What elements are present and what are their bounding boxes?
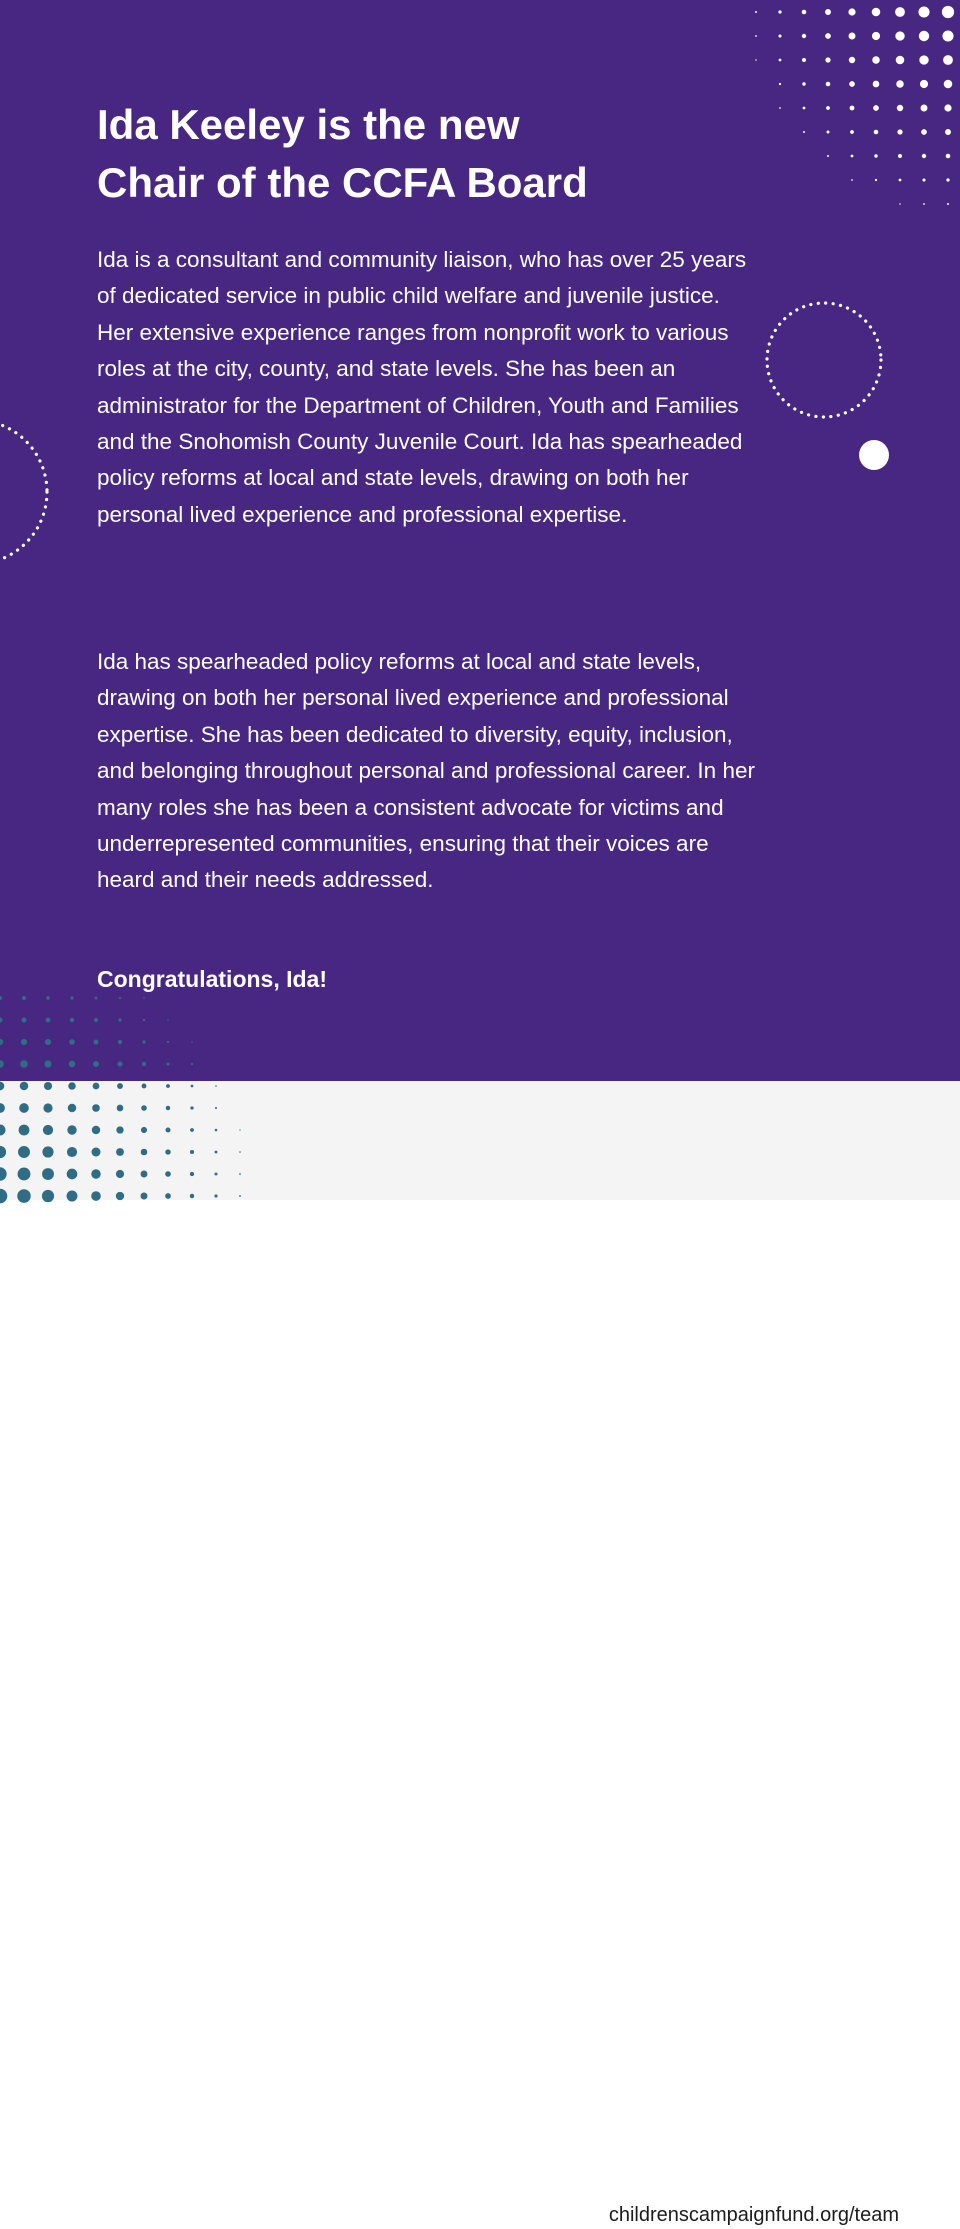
halftone-dot [116, 1192, 124, 1200]
halftone-dot [872, 32, 880, 40]
closing-congratulations: Congratulations, Ida! [97, 966, 327, 992]
halftone-dot [922, 154, 926, 158]
halftone-dot [779, 83, 781, 85]
halftone-dot [19, 1125, 30, 1136]
halftone-dot [92, 1148, 101, 1157]
halftone-dot [779, 59, 782, 62]
halftone-dot [44, 1082, 52, 1090]
halftone-dot [70, 996, 73, 999]
halftone-dot [897, 105, 903, 111]
halftone-dot [943, 55, 953, 65]
halftone-dot [922, 178, 925, 181]
halftone-dot [850, 130, 854, 134]
halftone-dot [755, 59, 757, 61]
footer-bar [0, 1081, 960, 2226]
halftone-dot [116, 1148, 124, 1156]
halftone-dot [116, 1170, 124, 1178]
halftone-dot [921, 129, 927, 135]
halftone-dot [851, 179, 853, 181]
halftone-dot [19, 1103, 29, 1113]
halftone-dot [826, 106, 830, 110]
halftone-dot [190, 1172, 194, 1176]
halftone-dot [142, 1040, 145, 1043]
dotted-arc-decoration [0, 420, 47, 564]
halftone-dot [191, 1041, 192, 1042]
halftone-dot [92, 1104, 100, 1112]
halftone-dot [68, 1104, 77, 1113]
halftone-dot [850, 106, 855, 111]
halftone-dot [825, 57, 830, 62]
halftone-dot [875, 179, 877, 181]
halftone-dot [118, 1040, 122, 1044]
halftone-dot [18, 1146, 30, 1158]
halftone-dot [239, 1173, 241, 1175]
halftone-dot [214, 1172, 217, 1175]
halftone-dot [20, 1060, 27, 1067]
halftone-dot [68, 1082, 76, 1090]
halftone-dot [141, 1105, 147, 1111]
bio-paragraph-2: Ida has spearheaded policy reforms at local and state levels, drawing on both her personal lived experience and professional expertise. She has been dedicated to diversity, equity, inclusion, and belonging throughout personal and professional career. In her many roles she has been a consistent advocate for victims and underrepresented communities, ensuring that their voices are heard and their needs addressed. [97, 649, 755, 893]
halftone-dot [43, 1125, 53, 1135]
halftone-dot [874, 130, 879, 135]
halftone-dot [118, 1062, 123, 1067]
title-line-2: Chair of the CCFA Board [97, 159, 588, 206]
halftone-dot [45, 1039, 51, 1045]
halftone-dot [947, 203, 949, 205]
halftone-dot [116, 1126, 123, 1133]
halftone-dot [825, 33, 831, 39]
halftone-dot [119, 997, 121, 999]
halftone-dot [895, 31, 904, 40]
halftone-dot [825, 9, 831, 15]
halftone-dot [17, 1189, 30, 1202]
halftone-dot [239, 1151, 241, 1153]
halftone-dot [67, 1169, 78, 1180]
halftone-dot [117, 1105, 124, 1112]
halftone-dot [70, 1018, 74, 1022]
halftone-dot [166, 1062, 169, 1065]
halftone-dot [0, 1146, 6, 1158]
halftone-dot [190, 1128, 194, 1132]
halftone-dot [919, 55, 928, 64]
halftone-dot [851, 155, 854, 158]
title-line-1: Ida Keeley is the new [97, 101, 520, 148]
halftone-dot [143, 997, 144, 998]
halftone-dot [215, 1107, 217, 1109]
halftone-dot [118, 1018, 121, 1021]
halftone-dot [166, 1084, 170, 1088]
halftone-dot [946, 178, 949, 181]
halftone-dot [190, 1150, 194, 1154]
halftone-dot [42, 1146, 53, 1157]
halftone-dot [91, 1169, 100, 1178]
halftone-dot [167, 1041, 169, 1043]
halftone-dot [18, 1168, 31, 1181]
halftone-dot [93, 1061, 99, 1067]
halftone-dot [802, 82, 805, 85]
halftone-dot [849, 81, 855, 87]
halftone-dot [944, 80, 953, 89]
halftone-dot [67, 1191, 78, 1202]
halftone-dot [69, 1039, 74, 1044]
halftone-dot [21, 1039, 27, 1045]
halftone-dot [143, 1019, 145, 1021]
halftone-dot [0, 1189, 7, 1204]
halftone-dot [239, 1195, 241, 1197]
halftone-dot [942, 6, 954, 18]
halftone-dot [942, 30, 953, 41]
halftone-dot [215, 1151, 218, 1154]
halftone-dot [140, 1192, 147, 1199]
halftone-dot [896, 56, 905, 65]
halftone-dot [167, 1019, 169, 1021]
halftone-dot [802, 10, 807, 15]
halftone-dot [849, 57, 855, 63]
halftone-dot [42, 1168, 54, 1180]
dotted-circle-decoration [767, 303, 881, 417]
halftone-dot [166, 1128, 171, 1133]
halftone-dot [141, 1127, 147, 1133]
halftone-dot [191, 1085, 194, 1088]
halftone-dot [778, 34, 781, 37]
halftone-dot [22, 1018, 27, 1023]
halftone-dot [918, 6, 929, 17]
halftone-dot [945, 129, 951, 135]
halftone-dot [919, 31, 929, 41]
halftone-dot [94, 1018, 98, 1022]
halftone-dot [848, 8, 855, 15]
halftone-dot [921, 105, 928, 112]
halftone-dot [44, 1060, 51, 1067]
halftone-dot [67, 1147, 77, 1157]
halftone-dot [826, 82, 831, 87]
halftone-dot [141, 1149, 148, 1156]
halftone-dot [874, 154, 877, 157]
halftone-dot [166, 1106, 170, 1110]
halftone-dot [95, 997, 98, 1000]
bio-paragraph-1: Ida is a consultant and community liaison, who has over 25 years of dedicated service in public child welfare and juvenile justice. Her extensive experience ranges from nonprofit work to various roles at the city, county, and state levels. She has been an administrator for the Department of Children, Youth and Families and the Snohomish County Juvenile Court. Ida has spearheaded policy reforms at local and state levels, drawing on both her personal lived experience and professional expertise. [97, 247, 747, 527]
halftone-dot [899, 203, 901, 205]
halftone-dot [827, 155, 829, 157]
solid-dot-decoration [859, 440, 889, 470]
halftone-dot [779, 107, 781, 109]
main-panel [0, 0, 960, 1081]
halftone-dot [946, 154, 951, 159]
halftone-dot [165, 1193, 171, 1199]
halftone-dot [67, 1125, 76, 1134]
halftone-dot [0, 1082, 4, 1091]
halftone-dot [165, 1149, 170, 1154]
halftone-dot [91, 1191, 101, 1201]
halftone-dot [239, 1129, 240, 1130]
halftone-dot [803, 107, 806, 110]
halftone-dot [897, 129, 902, 134]
halftone-dot [93, 1083, 100, 1090]
top-right-halftone-dots [755, 6, 954, 205]
halftone-dot [0, 1103, 5, 1113]
halftone-dot [117, 1083, 123, 1089]
halftone-dot [923, 203, 925, 205]
halftone-dot [215, 1129, 218, 1132]
halftone-dot [69, 1061, 76, 1068]
halftone-dot [142, 1062, 146, 1066]
halftone-dot [873, 105, 879, 111]
halftone-dot [46, 996, 50, 1000]
halftone-dot [0, 1124, 6, 1135]
halftone-dot [142, 1084, 147, 1089]
halftone-dot [920, 80, 928, 88]
halftone-dot [873, 81, 880, 88]
halftone-dot [802, 34, 806, 38]
halftone-dot [214, 1194, 217, 1197]
halftone-dot [872, 8, 881, 17]
website-url: childrenscampaignfund.org/team [608, 2204, 899, 2226]
footer-decorations [0, 1081, 960, 1200]
halftone-dot [802, 58, 806, 62]
halftone-dot [191, 1063, 193, 1065]
halftone-dot [92, 1126, 100, 1134]
halftone-dot [872, 56, 880, 64]
halftone-dot [827, 131, 830, 134]
halftone-dot [898, 154, 902, 158]
halftone-dot [895, 7, 905, 17]
halftone-dot [755, 11, 757, 13]
halftone-dot [0, 1167, 7, 1180]
halftone-dot [141, 1171, 148, 1178]
halftone-dot [20, 1082, 29, 1091]
halftone-dot [165, 1171, 171, 1177]
halftone-dot [190, 1194, 194, 1198]
halftone-dot [849, 33, 856, 40]
halftone-dot [190, 1106, 193, 1109]
page-title [97, 96, 737, 212]
halftone-dot [803, 131, 805, 133]
halftone-dot [94, 1040, 99, 1045]
halftone-dot [899, 179, 902, 182]
halftone-dot [944, 104, 951, 111]
halftone-dot [46, 1018, 51, 1023]
halftone-dot [755, 35, 757, 37]
halftone-dot [778, 10, 781, 13]
halftone-dot [896, 80, 904, 88]
halftone-dot [215, 1085, 217, 1087]
halftone-dot [22, 996, 26, 1000]
halftone-dot [43, 1103, 52, 1112]
halftone-dot [42, 1190, 54, 1202]
